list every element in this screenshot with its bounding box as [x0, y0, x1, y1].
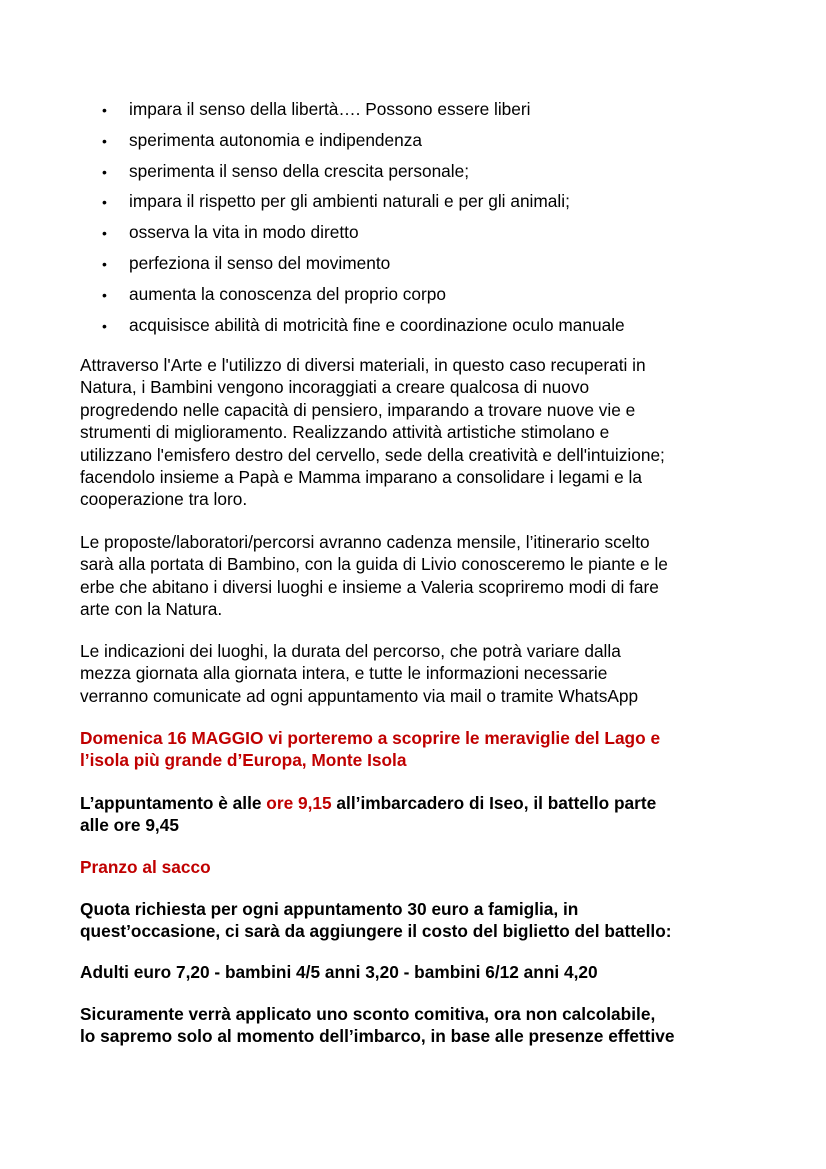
paragraph-indicazioni: Le indicazioni dei luoghi, la durata del percorso, che potrà variare dalla mezza giornata alla giornata intera, e tutte le informazioni necessarie verranno comunicate ad ogni appuntamento via mail o tramite WhatsApp	[80, 641, 639, 706]
list-item: • sperimenta autonomia e indipendenza	[102, 129, 782, 160]
bullet-icon: •	[102, 102, 107, 118]
lunch-note: Pranzo al sacco	[80, 857, 211, 877]
list-item: • acquisisce abilità di motricità fine e coordinazione oculo manuale	[102, 314, 782, 345]
bullet-icon: •	[102, 225, 107, 242]
discount-note: Sicuramente verrà applicato uno sconto comitiva, ora non calcolabile, lo sapremo solo al momento dell’imbarco, in base alle presenze effettive	[80, 1004, 675, 1047]
bullet-icon: •	[102, 194, 107, 211]
bullet-icon: •	[102, 286, 107, 303]
bullet-icon: •	[102, 132, 107, 149]
bullet-icon: •	[102, 255, 107, 272]
paragraph-proposte: Le proposte/laboratori/percorsi avranno cadenza mensile, l’itinerario scelto sarà alla portata di Bambino, con la guida di Livio conosceremo le piante e le erbe che abitano i diversi luoghi e insieme a Valeria scopriremo modi di fare arte con la Natura.	[80, 532, 668, 620]
list-item: • sperimenta il senso della crescita personale;	[102, 160, 782, 191]
quota-info: Quota richiesta per ogni appuntamento 30 euro a famiglia, in quest’occasione, ci sarà da aggiungere il costo del biglietto del battello:	[80, 899, 672, 942]
bullet-icon: •	[102, 163, 107, 180]
list-item: • osserva la vita in modo diretto	[102, 221, 782, 252]
benefits-list	[102, 98, 782, 344]
list-item: • perfeziona il senso del movimento	[102, 252, 782, 283]
appointment-time: ore 9,15	[266, 793, 332, 813]
ticket-prices: Adulti euro 7,20 - bambini 4/5 anni 3,20 - bambini 6/12 anni 4,20	[80, 962, 598, 982]
appointment-info: L’appuntamento è alle ore 9,15 all’imbarcadero di Iseo, il battello parte alle ore 9,45	[80, 793, 657, 836]
paragraph-arte: Attraverso l'Arte e l'utilizzo di diversi materiali, in questo caso recuperati in Natura, i Bambini vengono incoraggiati a creare qualcosa di nuovo progredendo nelle capacità di pensiero, imparando a trovare nuove vie e strumenti di miglioramento. Realizzando attività artistiche stimolano e utilizzano l'emisfero destro del cervello, sede della creatività e dell'intuizione; facendolo insieme a Papà e Mamma imparano a consolidare i legami e la cooperazione tra loro.	[80, 355, 665, 510]
list-item: • aumenta la conoscenza del proprio corpo	[102, 283, 782, 314]
list-item: • impara il rispetto per gli ambienti naturali e per gli animali;	[102, 190, 782, 221]
bullet-icon: •	[102, 317, 107, 334]
event-title: Domenica 16 MAGGIO vi porteremo a scoprire le meraviglie del Lago e l’isola più grande d’Europa, Monte Isola	[80, 728, 661, 771]
list-item: • impara il senso della libertà…. Possono essere liberi	[102, 98, 782, 129]
